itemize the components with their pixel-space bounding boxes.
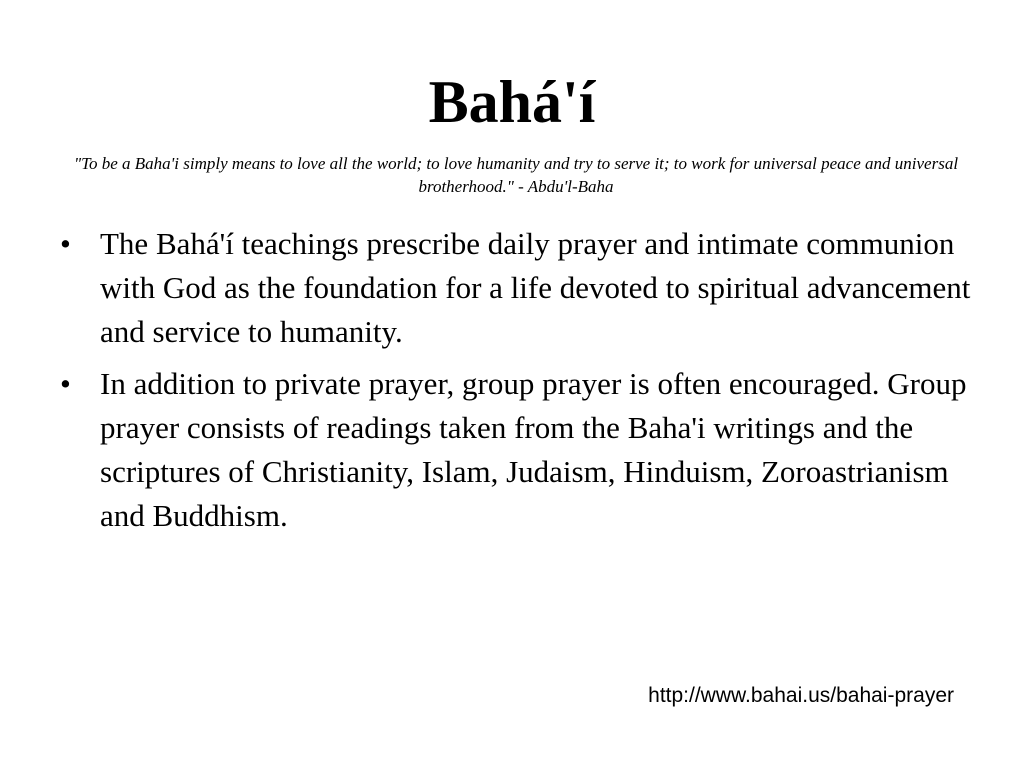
bullet-marker: • xyxy=(60,226,71,261)
source-link[interactable]: http://www.bahai.us/bahai-prayer xyxy=(648,684,954,707)
bullet-text: In addition to private prayer, group prayer is often encouraged. Group prayer consists of readings taken from the Baha'i writings and the scriptures of Christianity, Islam, Judaism, Hinduism, Zoroastrianism and Buddhism. xyxy=(100,366,967,533)
slide-title: Bahá'í xyxy=(428,69,596,135)
bullet-item-daily-prayer xyxy=(0,222,1024,354)
subtitle-quote: "To be a Baha'i simply means to love all the world; to love humanity and try to serve it; to work for universal peace and universal brotherhood." - Abdu'l-Baha xyxy=(73,154,959,196)
bullet-marker: • xyxy=(60,366,71,401)
bullet-item-group-prayer xyxy=(0,362,1024,538)
bullet-list xyxy=(0,222,1024,546)
bullet-text: The Bahá'í teachings prescribe daily prayer and intimate communion with God as the foundation for a life devoted to spiritual advancement and service to humanity. xyxy=(100,226,971,349)
